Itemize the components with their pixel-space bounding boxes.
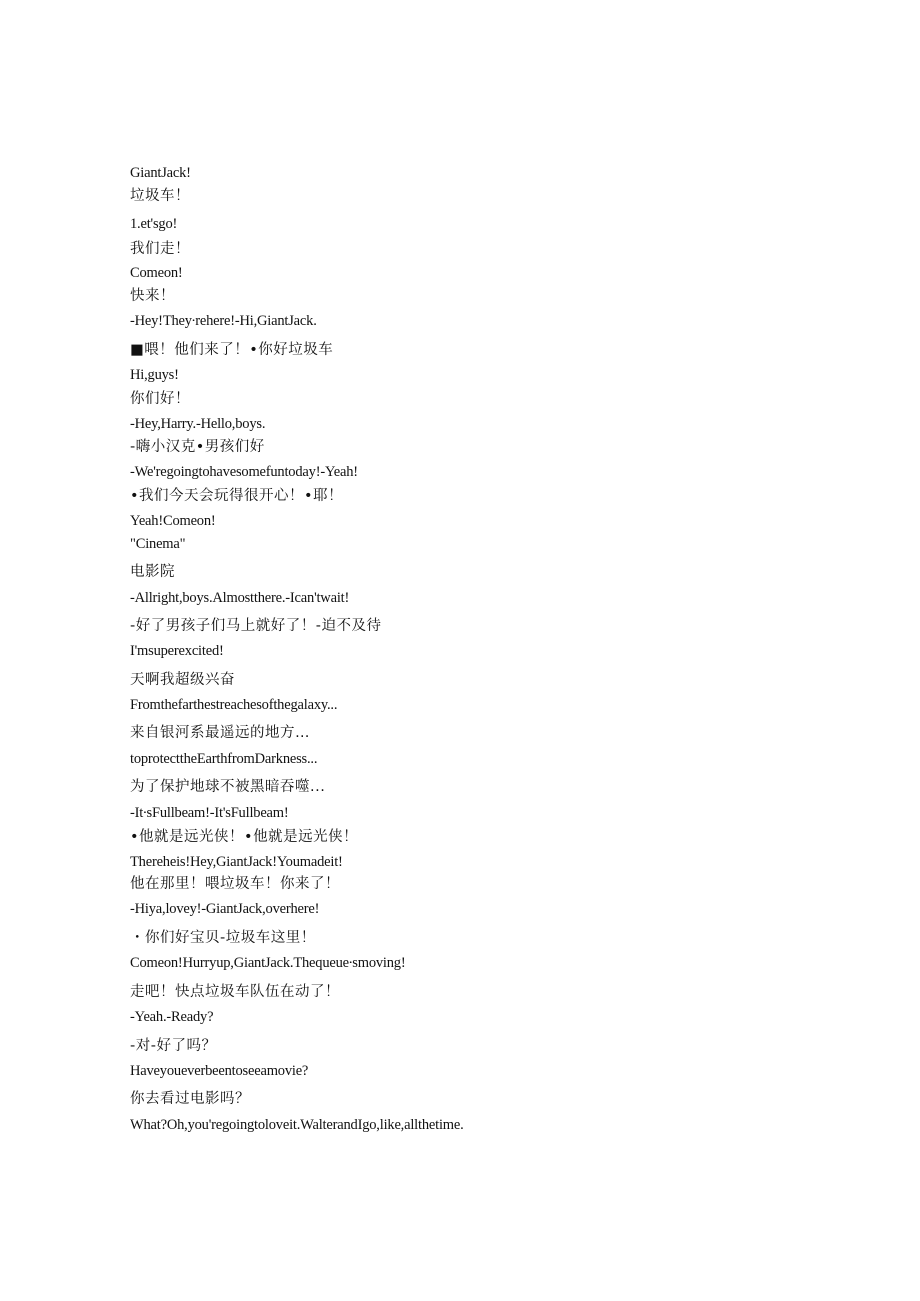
subtitle-line-en: -Hiya,lovey!-GiantJack,overhere! <box>130 901 320 917</box>
subtitle-line-zh: 我们走！ <box>130 241 190 257</box>
subtitle-line-en: -We'regoingtohavesomefuntoday!-Yeah! <box>130 464 358 480</box>
subtitle-line-zh: ・你们好宝贝-垃圾车这里！ <box>130 930 316 946</box>
subtitle-line-zh: 他在那里！喂垃圾车！你来了！ <box>130 876 340 892</box>
subtitle-line-en: Comeon!Hurryup,GiantJack.Thequeue∙smoving! <box>130 955 406 971</box>
subtitle-line-zh: 快来！ <box>130 288 175 304</box>
subtitle-line-en: -It∙sFullbeam!-It'sFullbeam! <box>130 805 289 821</box>
subtitle-line-zh: -嗨小汉克•男孩们好 <box>130 439 265 455</box>
subtitle-line-en: Fromthefarthestreachesofthegalaxy... <box>130 697 338 713</box>
subtitle-line-en: Thereheis!Hey,GiantJack!Youmadeit! <box>130 854 343 870</box>
subtitle-line-zh: •他就是远光侠！•他就是远光侠！ <box>130 829 359 845</box>
subtitle-line-en: toprotecttheEarthfromDarkness... <box>130 751 318 767</box>
subtitle-line-en: -Allright,boys.Almostthere.-Ican'twait! <box>130 590 350 606</box>
subtitle-line-en: -Yeah.-Ready? <box>130 1009 214 1025</box>
subtitle-line-zh: 来自银河系最遥远的地方… <box>130 725 310 741</box>
subtitle-line-zh: •我们今天会玩得很开心！•耶！ <box>130 488 344 504</box>
subtitle-line-en: I'msuperexcited! <box>130 643 224 659</box>
subtitle-line-zh: 垃圾车！ <box>130 188 190 204</box>
subtitle-line-en: "Cinema" <box>130 536 186 552</box>
subtitle-line-zh: ■喂！他们来了！•你好垃圾车 <box>130 342 334 358</box>
subtitle-line-zh: 为了保护地球不被黑暗吞噬... <box>130 779 326 795</box>
subtitle-line-en: -Hey!They∙rehere!-Hi,GiantJack. <box>130 313 317 329</box>
subtitle-line-en: Comeon! <box>130 265 183 281</box>
subtitle-line-en: Haveyoueverbeentoseeamovie? <box>130 1063 309 1079</box>
subtitle-line-zh: 电影院 <box>130 564 175 580</box>
subtitle-line-en: Hi,guys! <box>130 367 179 383</box>
subtitle-line-zh: -对-好了吗？ <box>130 1038 217 1054</box>
subtitle-line-zh: 走吧！快点垃圾车队伍在动了！ <box>130 984 340 1000</box>
subtitle-line-en: 1.et'sgo! <box>130 216 178 232</box>
subtitle-line-en: -Hey,Harry.-Hello,boys. <box>130 416 266 432</box>
subtitle-line-en: Yeah!Comeon! <box>130 513 216 529</box>
subtitle-line-en: GiantJack! <box>130 165 191 181</box>
subtitle-line-zh: 天啊我超级兴奋 <box>130 672 235 688</box>
subtitle-line-zh: -好了男孩子们马上就好了！-迫不及待 <box>130 618 382 634</box>
subtitle-line-en: What?Oh,you'regoingtoloveit.WalterandIgo,like,allthetime. <box>130 1117 464 1133</box>
subtitle-line-zh: 你去看过电影吗？ <box>130 1091 250 1107</box>
subtitle-line-zh: 你们好！ <box>130 391 190 407</box>
